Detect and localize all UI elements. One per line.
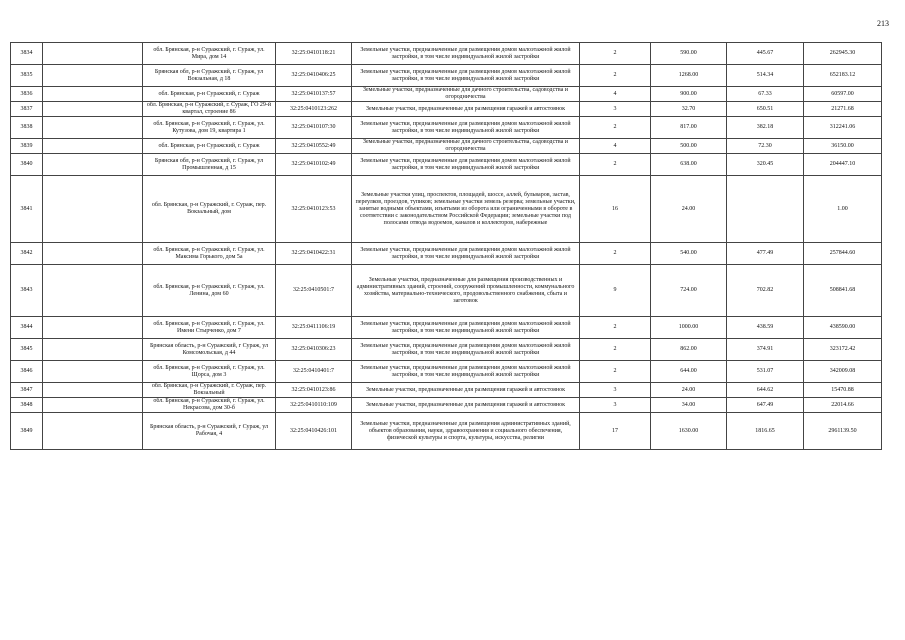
area-cell: 590.00	[651, 43, 727, 65]
land-use-type-cell: Земельные участки, предназначенные для размещения производственных и административных зданий, строений, сооружений промышленности, коммунального хозяйства, материально-технического, продовольственного снабжения, сбыта и заготовок	[352, 265, 580, 317]
row-number: 3842	[11, 243, 43, 265]
specific-value-cell	[727, 176, 804, 243]
table-row	[11, 139, 882, 154]
specific-value-cell: 644.62	[727, 383, 804, 398]
spacer-cell	[43, 243, 143, 265]
cadastral-value-cell: 312241.06	[804, 117, 882, 139]
cadastral-number-cell: 32:25:0410306:23	[276, 339, 352, 361]
cadastral-value-cell: 204447.10	[804, 154, 882, 176]
group-cell: 2	[580, 339, 651, 361]
land-use-type-cell: Земельные участки, предназначенные для размещения гаражей и автостоянок	[352, 383, 580, 398]
cadastral-value-cell: 262945.30	[804, 43, 882, 65]
area-cell: 638.00	[651, 154, 727, 176]
spacer-cell	[43, 176, 143, 243]
cadastral-value-cell: 508841.68	[804, 265, 882, 317]
cadastral-number-cell: 32:25:0410501:7	[276, 265, 352, 317]
group-cell: 2	[580, 65, 651, 87]
row-number: 3844	[11, 317, 43, 339]
cadastral-value-cell: 60597.00	[804, 87, 882, 102]
cadastral-value-cell: 2961139.50	[804, 413, 882, 450]
specific-value-cell: 531.07	[727, 361, 804, 383]
cadastral-value-cell: 323172.42	[804, 339, 882, 361]
address-cell: обл. Брянская, р-н Суражский, г. Сураж, ул. Ленина, дом 60	[143, 265, 276, 317]
spacer-cell	[43, 139, 143, 154]
address-cell: обл. Брянская, р-н Суражский, г. Сураж, ул. Мира, дом 14	[143, 43, 276, 65]
group-cell: 17	[580, 413, 651, 450]
address-cell: Брянская обл, р-н Суражский, г. Сураж, ул Промышленная, д 15	[143, 154, 276, 176]
land-use-type-cell: Земельные участки, предназначенные для размещения домов малоэтажной жилой застройки, в том числе индивидуальной жилой застройки	[352, 339, 580, 361]
row-number: 3838	[11, 117, 43, 139]
area-cell: 34.00	[651, 398, 727, 413]
specific-value-cell: 374.91	[727, 339, 804, 361]
land-use-type-cell: Земельные участки, предназначенные для размещения домов малоэтажной жилой застройки, в том числе индивидуальной жилой застройки	[352, 243, 580, 265]
spacer-cell	[43, 117, 143, 139]
group-cell: 3	[580, 383, 651, 398]
area-cell: 32.70	[651, 102, 727, 117]
land-use-type-cell: Земельные участки, предназначенные для размещения домов малоэтажной жилой застройки, в том числе индивидуальной жилой застройки	[352, 154, 580, 176]
specific-value-cell: 445.67	[727, 43, 804, 65]
table-row	[11, 154, 882, 176]
table-row	[11, 102, 882, 117]
spacer-cell	[43, 317, 143, 339]
specific-value-cell: 650.51	[727, 102, 804, 117]
address-cell: обл. Брянская, р-н Суражский, г. Сураж, ул. Кутузова, дом 19, квартира 1	[143, 117, 276, 139]
land-use-type-cell: Земельные участки, предназначенные для размещения домов малоэтажной жилой застройки, в том числе индивидуальной жилой застройки	[352, 361, 580, 383]
land-use-type-cell: Земельные участки, предназначенные для размещения административных зданий, объектов образования, науки, здравоохранения и социального обеспечения, физической культуры и спорта, культуры, искусства, религии	[352, 413, 580, 450]
area-cell: 1268.00	[651, 65, 727, 87]
area-cell: 862.00	[651, 339, 727, 361]
land-use-type-cell: Земельные участки, предназначенные для размещения домов малоэтажной жилой застройки, в том числе индивидуальной жилой застройки	[352, 65, 580, 87]
land-use-type-cell: Земельные участки, предназначенные для размещения домов малоэтажной жилой застройки, в том числе индивидуальной жилой застройки	[352, 117, 580, 139]
cadastral-number-cell: 32:25:0410406:25	[276, 65, 352, 87]
spacer-cell	[43, 413, 143, 450]
table-row	[11, 65, 882, 87]
table-row	[11, 43, 882, 65]
row-number: 3840	[11, 154, 43, 176]
group-cell: 2	[580, 154, 651, 176]
table-row	[11, 87, 882, 102]
address-cell: обл. Брянская, р-н Суражский, г. Сураж	[143, 139, 276, 154]
land-use-type-cell: Земельные участки, предназначенные для размещения домов малоэтажной жилой застройки, в том числе индивидуальной жилой застройки	[352, 317, 580, 339]
specific-value-cell: 320.45	[727, 154, 804, 176]
specific-value-cell: 477.49	[727, 243, 804, 265]
cadastral-number-cell: 32:25:0411106:19	[276, 317, 352, 339]
address-cell: обл. Брянская, р-н Суражский, г. Сураж	[143, 87, 276, 102]
area-cell: 540.00	[651, 243, 727, 265]
cadastral-number-cell: 32:25:0410123:262	[276, 102, 352, 117]
cadastral-value-cell: 257844.60	[804, 243, 882, 265]
cadastral-number-cell: 32:25:0410552:49	[276, 139, 352, 154]
table-row	[11, 413, 882, 450]
cadastral-value-table	[10, 42, 882, 450]
address-cell: обл. Брянская, р-н Суражский, г. Сураж, пер. Вокзальный, дом	[143, 176, 276, 243]
spacer-cell	[43, 383, 143, 398]
area-cell: 900.00	[651, 87, 727, 102]
table-row	[11, 117, 882, 139]
spacer-cell	[43, 265, 143, 317]
spacer-cell	[43, 87, 143, 102]
area-cell: 24.00	[651, 176, 727, 243]
cadastral-number-cell: 32:25:0410137:57	[276, 87, 352, 102]
specific-value-cell: 702.82	[727, 265, 804, 317]
group-cell: 2	[580, 317, 651, 339]
cadastral-number-cell: 32:25:0410123:53	[276, 176, 352, 243]
row-number: 3843	[11, 265, 43, 317]
table-row	[11, 176, 882, 243]
spacer-cell	[43, 43, 143, 65]
specific-value-cell: 647.49	[727, 398, 804, 413]
page-number: 213	[877, 19, 889, 28]
address-cell: обл. Брянская, р-н Суражский, г. Сураж, ГО 29-й квартал, строение 86	[143, 102, 276, 117]
group-cell: 2	[580, 43, 651, 65]
group-cell: 4	[580, 139, 651, 154]
cadastral-number-cell: 32:25:0410426:101	[276, 413, 352, 450]
row-number: 3835	[11, 65, 43, 87]
area-cell: 1630.00	[651, 413, 727, 450]
specific-value-cell: 514.34	[727, 65, 804, 87]
cadastral-value-cell: 342009.08	[804, 361, 882, 383]
group-cell: 3	[580, 102, 651, 117]
specific-value-cell: 67.33	[727, 87, 804, 102]
table-row	[11, 383, 882, 398]
cadastral-number-cell: 32:25:0410102:49	[276, 154, 352, 176]
spacer-cell	[43, 339, 143, 361]
cadastral-value-cell: 652183.12	[804, 65, 882, 87]
land-use-type-cell: Земельные участки, предназначенные для размещения домов малоэтажной жилой застройки, в том числе индивидуальной жилой застройки	[352, 43, 580, 65]
row-number: 3846	[11, 361, 43, 383]
row-number: 3836	[11, 87, 43, 102]
land-use-type-cell: Земельные участки улиц, проспектов, площадей, шоссе, аллей, бульваров, застав, переулков, проездов, тупиков; земельные участки земель резерва; земельные участки, занятые водными объектами, изъятыми из оборота или ограниченными в обороте в соответствии с законодательством Российской Федерации; земельные участки под полосами отвода водоемов, каналов и коллекторов, набережные	[352, 176, 580, 243]
spacer-cell	[43, 154, 143, 176]
spacer-cell	[43, 398, 143, 413]
area-cell: 644.00	[651, 361, 727, 383]
cadastral-value-cell: 22014.66	[804, 398, 882, 413]
address-cell: Брянская обл, р-н Суражский, г. Сураж, ул Вокзальная, д 18	[143, 65, 276, 87]
specific-value-cell: 1816.65	[727, 413, 804, 450]
spacer-cell	[43, 361, 143, 383]
address-cell: обл. Брянская, р-н Суражский, г. Сураж, ул. Имени Стырченко, дом 7	[143, 317, 276, 339]
group-cell: 3	[580, 398, 651, 413]
land-use-type-cell: Земельные участки, предназначенные для дачного строительства, садоводства и огородничества	[352, 87, 580, 102]
cadastral-value-cell: 1.00	[804, 176, 882, 243]
land-use-type-cell: Земельные участки, предназначенные для размещения гаражей и автостоянок	[352, 102, 580, 117]
specific-value-cell: 438.59	[727, 317, 804, 339]
area-cell: 24.00	[651, 383, 727, 398]
row-number: 3839	[11, 139, 43, 154]
cadastral-value-cell: 438590.00	[804, 317, 882, 339]
group-cell: 16	[580, 176, 651, 243]
row-number: 3848	[11, 398, 43, 413]
cadastral-value-cell: 21271.68	[804, 102, 882, 117]
specific-value-cell: 72.30	[727, 139, 804, 154]
table-row	[11, 339, 882, 361]
address-cell: Брянская область, р-н Суражский, г Сураж, ул Рабочая, 4	[143, 413, 276, 450]
address-cell: обл. Брянская, р-н Суражский, г. Сураж, ул. Щорса, дом 3	[143, 361, 276, 383]
table-row	[11, 398, 882, 413]
specific-value-cell: 382.18	[727, 117, 804, 139]
group-cell: 2	[580, 117, 651, 139]
cadastral-number-cell: 32:25:0410118:21	[276, 43, 352, 65]
cadastral-number-cell: 32:25:0410110:109	[276, 398, 352, 413]
table-row	[11, 317, 882, 339]
cadastral-value-cell: 15470.88	[804, 383, 882, 398]
cadastral-value-cell: 36150.00	[804, 139, 882, 154]
row-number: 3849	[11, 413, 43, 450]
spacer-cell	[43, 102, 143, 117]
address-cell: обл. Брянская, р-н Суражский, г. Сураж, ул. Некрасова, дом 30-б	[143, 398, 276, 413]
row-number: 3845	[11, 339, 43, 361]
group-cell: 4	[580, 87, 651, 102]
group-cell: 2	[580, 243, 651, 265]
row-number: 3837	[11, 102, 43, 117]
area-cell: 500.00	[651, 139, 727, 154]
land-use-type-cell: Земельные участки, предназначенные для размещения гаражей и автостоянок	[352, 398, 580, 413]
table-row	[11, 243, 882, 265]
cadastral-number-cell: 32:25:0410422:31	[276, 243, 352, 265]
address-cell: Брянская область, р-н Суражский, г Сураж, ул Комсомольская, д 44	[143, 339, 276, 361]
table-row	[11, 361, 882, 383]
cadastral-number-cell: 32:25:0410107:30	[276, 117, 352, 139]
address-cell: обл. Брянская, р-н Суражский, г. Сураж, ул. Максима Горького, дом 5а	[143, 243, 276, 265]
area-cell: 1000.00	[651, 317, 727, 339]
area-cell: 817.00	[651, 117, 727, 139]
spacer-cell	[43, 65, 143, 87]
group-cell: 9	[580, 265, 651, 317]
row-number: 3841	[11, 176, 43, 243]
cadastral-number-cell: 32:25:0410123:86	[276, 383, 352, 398]
row-number: 3834	[11, 43, 43, 65]
address-cell: обл. Брянская, р-н Суражский, г. Сураж, пер. Вокзальный	[143, 383, 276, 398]
cadastral-number-cell: 32:25:0410401:7	[276, 361, 352, 383]
group-cell: 2	[580, 361, 651, 383]
row-number: 3847	[11, 383, 43, 398]
area-cell: 724.00	[651, 265, 727, 317]
land-use-type-cell: Земельные участки, предназначенные для дачного строительства, садоводства и огородничества	[352, 139, 580, 154]
table-row	[11, 265, 882, 317]
